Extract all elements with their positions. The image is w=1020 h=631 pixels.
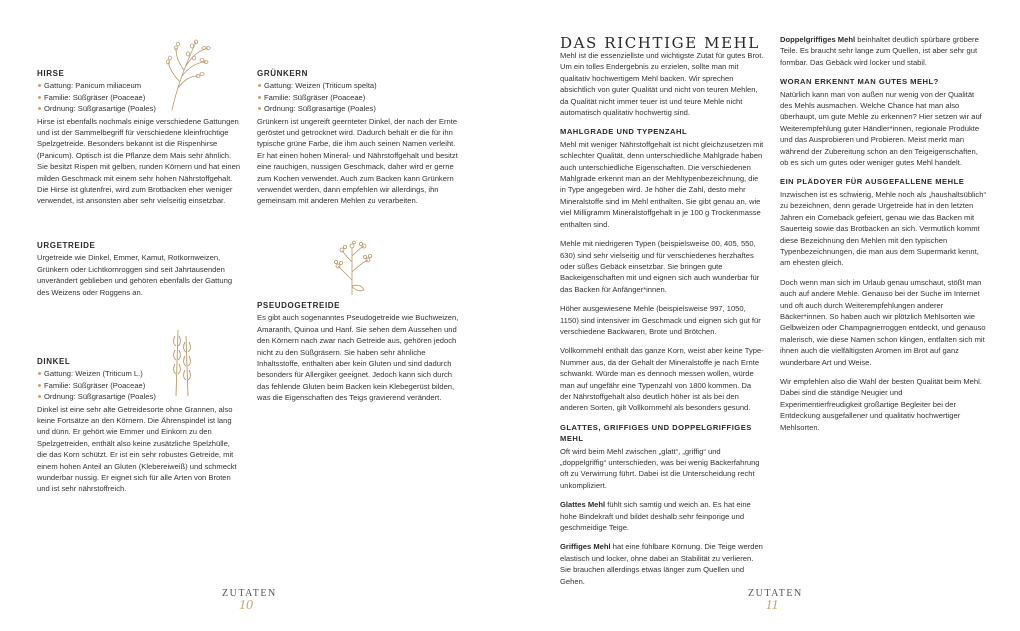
gruenkern-fact: Gattung: Weizen (Triticum spelta) [257,80,461,91]
hirse-facts [37,80,241,114]
pseudogetreide-section [257,300,461,412]
dinkel-fact: Ordnung: Süßgrasartige (Poales) [37,391,241,402]
dinkel-section [37,356,241,503]
page-number: 10 [239,598,253,613]
doppel-text: beinhaltet deutlich spürbare gröbere Teile. Es braucht sehr lange zum Quellen, ist aber sehr gut formbar. Das Gebäck wird locker und stabil. [780,35,979,67]
gruenkern-heading: GRÜNKERN [257,69,309,78]
glattes-intro: Oft wird beim Mehl zwischen „glatt“, „griffig“ und „doppelgriffig“ unterschieden, was bei wenig Backerfahrung oft zu Verwirrung führt. Dabei ist die Unterscheidung recht unkompliziert. [560,446,760,490]
glattes-paragraph [560,499,764,533]
griffiges-paragraph [560,541,764,587]
right-footer [748,588,803,613]
dinkel-facts [37,368,241,402]
left-footer [222,588,277,613]
plaedoyer-heading: EIN PLÄDOYER FÜR AUSGEFALLENE MEHLE [780,177,965,187]
urgetreide-text: Urgetreide wie Dinkel, Emmer, Kamut, Rotkornweizen, Grünkern oder Lichtkornroggen sind seit Jahrtausenden unverändert geblieben und gehören ebenfalls der Gattung des Weizens oder Roggens an. [37,253,233,297]
hirse-fact: Familie: Süßgräser (Poaceae) [37,92,241,103]
doppel-paragraph [780,34,986,68]
glattes-heading: GLATTES, GRIFFIGES UND DOPPELGRIFFIGES MEHL [560,422,752,444]
mahlgrade-text-3: Höher ausgewiesene Mehle (beispielsweise 997, 1050, 1150) sind intensiver im Geschmack und eignen sich gut für verschiedene Backwaren, Brote und Brötchen. [560,304,761,336]
dinkel-fact: Familie: Süßgräser (Poaceae) [37,380,241,391]
pseudogetreide-text: Es gibt auch sogenanntes Pseudogetreide wie Buchweizen, Amaranth, Quinoa und Hanf. Sie sehen dem Aussehen und den Körnern nach zwar nach Getreide aus, gehören jedoch nicht zu den Süßgräsern. Sie haben sehr ähnliche Inhaltsstoffe, enthalten aber kein Gluten und sind dadurch besonders für Allergiker geeignet. Jedoch kann sich durch das fehlende Gluten beim Backen kein Klebegerüst bilden, was die Eigenschaften des Teigs gravierend verändert. [257,313,459,403]
plaedoyer-text-2: Doch wenn man sich im Urlaub genau umschaut, stößt man auch auf andere Mehle. Genauso bei der Suche im Internet und oft auch durch Weiterempfehlungen anderer Bäcker*innen. So haben auch wir plötzlich Mehlsorten wie Gelbweizen oder Champagnerroggen entdeckt, und genauso malerisch, wie diese Namen schon klingen, entfalten sich mit ihnen auch die vielfältigsten Aromen im Brot auf ganz wunderbare Art und Weise. [780,277,986,367]
plaedoyer-text-1: Inzwischen ist es schwierig, Mehle noch als „haushaltsüblich“ zu bezeichnen, denn gerade Urgetreide hat in den letzten Jahren ein Comeback gefeiert, genau wie das Backen mit Sauerteig sowie das Brotbacken an sich. Vermutlich kommt diese Bezeichnung den Mehlen mit den typischen Typenbezeichnungen, die man aus dem Supermarkt kennt, am ehesten gleich. [780,189,986,268]
pseudogetreide-heading: PSEUDOGETREIDE [257,301,341,310]
page-title: DAS RICHTIGE MEHL [560,34,760,52]
gruenkern-facts [257,80,461,114]
mahlgrade-heading: MAHLGRADE UND TYPENZAHL [560,127,688,137]
mehl-column-2 [780,34,986,441]
intro-text: Mehl ist die essenziellste und wichtigste Zutat für gutes Brot. Um ein tolles Endergebnis zu erzielen, sollte man mit qualitativ hochwertigem Mehl backen. Wir sprechen absichtlich von guter Qualität und nicht von teuren Mehlen, da Qualität nicht immer teuer ist und teure Mehle nicht automatisch qualitativ hochwertig sind. [560,51,764,118]
hirse-heading: HIRSE [37,69,65,78]
mahlgrade-text-4: Vollkornmehl enthält das ganze Korn, weist aber keine Type-Nummer aus, da der Gehalt der Mineralstoffe je nach Ernte schwankt. Würde man es dennoch messen wollen, würde man auf ungefähr eine Typenzahl von 1800 kommen. Da der Nährstoffgehalt also deutlich höher ist als bei den anderen Sorten, gilt Vollkornmehl als besonders gesund. [560,346,764,413]
gruenkern-section [257,68,461,215]
dinkel-text: Dinkel ist eine sehr alte Getreidesorte ohne Grannen, also keine Fortsätze an den Körnern. Die Ährenspindel ist lang und dünn. Er gehört wie Emmer und Einkorn zu den Spelzgetreiden, enthält also keine zusätzliche Spelzhülle, die das Korn schützt. Er ist ein sehr robustes Getreide, mit einem hohen Anteil an Gluten (Klebereiweiß) und schmeckt wunderbar nussig. Er eignet sich für alle Arten von Broten und ist sehr nährstoffreich. [37,404,237,494]
dinkel-fact: Gattung: Weizen (Triticum L.) [37,368,241,379]
mehl-column-1 [560,50,764,595]
urgetreide-section [37,240,241,306]
griffiges-text: hat eine fühlbare Körnung. Die Teige werden elastisch und locker, ohne dabei an Stabilität zu verlieren. Sie brauchen allerdings etwas länger zum Quellen und Gehen. [560,542,763,586]
page-number: 11 [765,598,779,613]
hirse-fact: Ordnung: Süßgrasartige (Poales) [37,103,241,114]
urgetreide-heading: URGETREIDE [37,241,96,250]
mahlgrade-text-2: Mehle mit niedrigeren Typen (beispielsweise 00, 405, 550, 630) sind sehr vielseitig und für verschiedenes herzhaftes oder süßes Gebäck einsetzbar. Sie bringen gute Backeigenschaften mit und eignen sich auch wunderbar für das Backen für Anfänger*innen. [560,239,760,294]
woran-text: Natürlich kann man von außen nur wenig von der Qualität des Mehls ausmachen. Welche Chance hat man also überhaupt, um gute Mehle zu erkennen? Hier setzen wir auf Weiterempfehlung guter Händler*innen, regionale Produkte und das Ausprobieren und Probieren. Meist merkt man während der Zubereitung schon an den Teigeigenschaften, ob es sich um gutes oder weniger gutes Mehl handelt. [780,89,982,168]
gruenkern-text: Grünkern ist ungereift geernteter Dinkel, der nach der Ernte geröstet und getrocknet wird. Dadurch behält er die für ihn typische grüne Farbe, die ihm auch seinen Namen verleiht. Er hat einen hohen Mineral- und Nährstoffgehalt und besitzt eine rauchigen, nussigen Geschmack, daher wird er gerne zum Kochen verwendet. Auch zum Backen kann Grünkern verwendet werden, dann empfehlen wir allerdings, ihn gemeinsam mit anderen Mehlen zu verarbeiten. [257,116,458,206]
footer-label: ZUTATEN [748,588,803,599]
hirse-fact: Gattung: Panicum miliaceum [37,80,241,91]
gruenkern-fact: Ordnung: Süßgrasartige (Poales) [257,103,461,114]
glattes-text: fühlt sich samtig und weich an. Es hat eine hohe Bindekraft und bildet deshalb sehr feinporige und geschmeidige Teige. [560,500,751,533]
footer-label: ZUTATEN [222,588,277,599]
hirse-section [37,68,241,215]
glattes-label: Glattes Mehl [560,500,606,510]
dinkel-heading: DINKEL [37,357,71,366]
mahlgrade-text-1: Mehl mit weniger Nährstoffgehalt ist nicht gleichzusetzen mit schlechter Qualität, denn unterschiedliche Mahlgrade haben auch unterschiedliche Eigenschaften. Die verschiedenen Mahlgrade erkennt man an der Mehltypenbezeichnung, die in Type angegeben wird. Je höher die Zahl, desto mehr Mineralstoffe sind im Mehl enthalten. Sie gibt genau an, wie viel Milligramm Mineralstoffgehalt in je 100 g Trockenmasse enthalten sind. [560,139,764,229]
woran-heading: WORAN ERKENNT MAN GUTES MEHL? [780,77,939,87]
plaedoyer-text-3: Wir empfehlen also die Wahl der besten Qualität beim Mehl. Dabei sind die ständige Neugier und Experimentierfreudigkeit großartige Begleiter bei der Entdeckung ausgefallener und qualitativ hochwertiger Mehlsorten. [780,376,982,432]
buckwheat-illustration [332,240,374,296]
doppel-label: Doppelgriffiges Mehl [780,35,856,44]
hirse-text: Hirse ist ebenfalls nochmals einige verschiedene Gattungen und ist der Sammelbegriff für verschiedene kleinfrüchtige Spelzgetreide. Besonders bekannt ist die Rispenhirse (Panicum). Optisch ist die Pflanze dem Mais sehr ähnlich. Sie besitzt Rispen mit gelben, runden Körnern und hat einen milden Geschmack mit einem sehr hohen Nährstoffgehalt. Die Hirse ist glutenfrei, wird zum Brotbacken eher weniger verwendet, ist ansonsten aber sehr vielseitig einsetzbar. [37,116,241,206]
gruenkern-fact: Familie: Süßgräser (Poaceae) [257,92,461,103]
griffiges-label: Griffiges Mehl [560,542,611,552]
